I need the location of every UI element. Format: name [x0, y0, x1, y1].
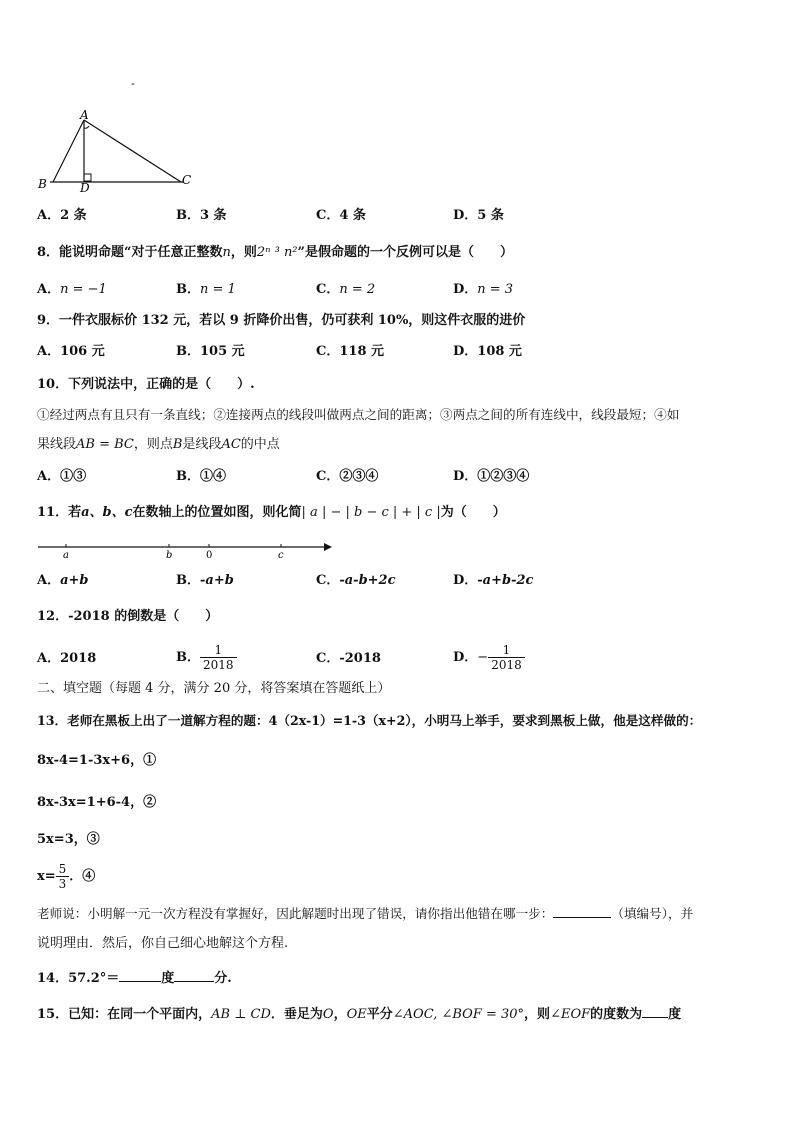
angle-arc: [84, 126, 89, 128]
q13-question: 13．老师在黑板上出了一道解方程的题：4（2x-1）=1-3（x+2），小明马上举手，要求到黑板上做，他是这样做的：: [37, 713, 702, 728]
q12-option-d: D．− $\frac{1}{2018}$: [453, 640, 525, 676]
q7-option-b: B．3 条: [176, 208, 227, 223]
q9-option-a: A．106 元: [37, 344, 105, 359]
q10-option-c: C．②③④: [316, 469, 379, 484]
q7-option-a: A．2 条: [37, 208, 87, 223]
q7-option-d: D．5 条: [453, 208, 504, 223]
q15-answer-blank[interactable]: [642, 1005, 668, 1018]
q12-question: 12．-2018 的倒数是（ ）: [37, 609, 219, 624]
right-angle-mark: [84, 174, 91, 181]
q11-option-a: A．a+b: [37, 573, 89, 588]
q8-text-c: ”是假命题的一个反例可以是（ ）: [297, 245, 514, 260]
top-mark: -: [131, 77, 135, 90]
q9-option-c: C．118 元: [316, 344, 385, 359]
q12-option-a: A．2018: [37, 651, 97, 666]
q11-option-c: C．-a-b+2c: [316, 573, 396, 588]
q13-step2: 8x-3x=1+6-4，②: [37, 795, 157, 810]
section2-heading: 二、填空题（每题 4 分，满分 20 分，将答案填在答题纸上）: [37, 681, 391, 696]
q12-option-c: C．-2018: [316, 651, 381, 666]
axis-label-c: c: [278, 550, 284, 560]
q11-option-d: D．-a+b-2c: [453, 573, 534, 588]
q13-fraction: $\frac{5}{3}$: [56, 862, 70, 891]
q10-option-d: D．①②③④: [453, 469, 530, 484]
q11-question: 11．若a、b、c在数轴上的位置如图，则化简| a | − | b − c | + | c |为（ ）: [37, 505, 506, 520]
q11-option-b: B．-a+b: [176, 573, 234, 588]
q9-option-b: B．105 元: [176, 344, 245, 359]
q15-question: 15．已知：在同一个平面内，AB ⊥ CD．垂足为O，OE平分∠AOC, ∠BOF = 30°，则∠EOF的度数为 度: [37, 1007, 682, 1022]
q8-text-a: 8．能说明命题“对于任意正整数: [37, 245, 223, 260]
q7-option-c: C．4 条: [316, 208, 366, 223]
q8-text-b: ，则: [230, 245, 257, 260]
q13-comment-line2: 说明理由．然后，你自己细心地解这个方程.: [37, 936, 289, 951]
q13-step3: 5x=3，③: [37, 832, 100, 847]
q8-option-c: C．n = 2: [316, 282, 376, 297]
axis-label-b: b: [166, 550, 173, 560]
label-a: A: [80, 108, 89, 122]
q10-option-b: B．①④: [176, 469, 226, 484]
q13-teacher-comment: 老师说：小明解一元一次方程没有掌握好，因此解题时出现了错误，请你指出他错在哪一步： （填编号），并: [37, 906, 694, 921]
q10-statement-line2: 果线段AB = BC，则点B是线段AC的中点: [37, 437, 280, 452]
q14-question: 14．57.2°＝ 度 分.: [37, 971, 232, 986]
q9-option-d: D．108 元: [453, 344, 522, 359]
axis-label-zero: 0: [206, 550, 213, 560]
q8-option-a: A．n = −1: [37, 282, 107, 297]
q9-question: 9．一件衣服标价 132 元，若以 9 折降价出售，仍可获利 10%，则这件衣服的进价: [37, 313, 526, 328]
q8-var-n: n: [222, 245, 231, 260]
axis-arrow: [324, 543, 332, 551]
number-line: [34, 538, 334, 560]
q12-option-b: B． $\frac{1}{2018}$: [176, 640, 237, 676]
q12-fraction-d: $\frac{1}{2018}$: [488, 643, 525, 672]
q10-statement-line1: ①经过两点有且只有一条直线；②连接两点的线段叫做两点之间的距离；③两点之间的所有连线中，线段最短；④如: [37, 407, 680, 422]
q12-fraction-b: $\frac{1}{2018}$: [200, 643, 237, 672]
q8-question: [37, 245, 513, 261]
q14-degree-blank[interactable]: [119, 969, 161, 982]
label-b: B: [38, 177, 47, 191]
q10-question: 10．下列说法中，正确的是（ ）.: [37, 377, 255, 392]
q13-answer-blank[interactable]: [553, 905, 611, 918]
q13-step4: x= $\frac{5}{3}$ ．④: [37, 862, 96, 891]
edge-ac: [84, 120, 181, 182]
triangle-figure: [30, 108, 210, 194]
q8-expr: 2ⁿ ³ n²: [256, 245, 298, 260]
q13-step1: 8x-4=1-3x+6，①: [37, 753, 157, 768]
label-c: C: [182, 173, 192, 187]
axis-label-a: a: [63, 550, 69, 560]
q10-option-a: A．①③: [37, 469, 87, 484]
edge-ab: [53, 120, 84, 182]
q8-option-b: B．n = 1: [176, 282, 236, 297]
q14-minute-blank[interactable]: [174, 969, 214, 982]
label-d: D: [80, 181, 90, 194]
q8-option-d: D．n = 3: [453, 282, 514, 297]
